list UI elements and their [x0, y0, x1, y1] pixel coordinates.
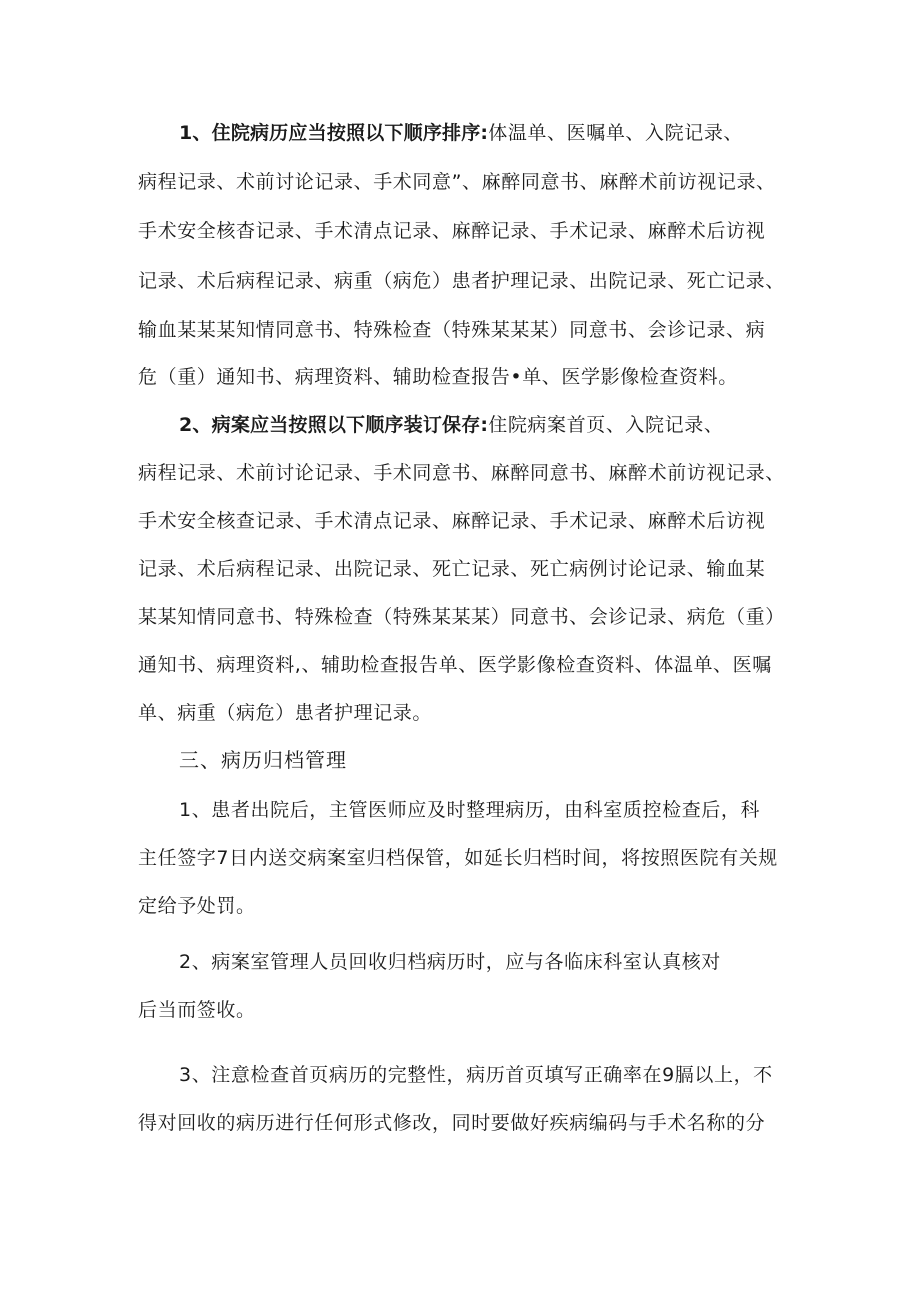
- item2-line-3: 记录、术后病程记录、出院记录、死亡记录、死亡病例讨论记录、输血某: [138, 558, 766, 580]
- item2-first-line: [179, 412, 723, 438]
- item2-line-5: 通知书、病理资料,、辅助检查报告单、医学影像检查资料、体温单、医嘱: [138, 654, 772, 676]
- item2-line-1: 病程记录、术前讨论记录、手术同意书、麻醉同意书、麻醉术前访视记录、: [138, 462, 785, 484]
- sec3-p2-line-0: 2、病案室管理人员回收归档病历时，应与各临床科室认真核对: [179, 951, 721, 973]
- sec3-p1-line-0: 1、患者出院后，主管医师应及时整理病历，由科室质控检查后，科: [179, 799, 761, 821]
- item2-line-4: 某某知情同意书、特殊检查（特殊某某某）同意书、会诊记录、病危（重）: [138, 606, 785, 628]
- sec3-p3-line-0: 3、注意检查首页病历的完整性，病历首页填写正确率在9膈以上，不: [179, 1064, 773, 1086]
- item1-line-0: 体温单、医嘱单、入院记录、: [488, 122, 744, 144]
- sec3-p1-line-1: 主任签字7日内送交病案室归档保管，如延长归档时间，将按照医院有关规: [138, 847, 778, 869]
- item1-line-4: 输血某某某知情同意书、特殊检查（特殊某某某）同意书、会诊记录、病: [138, 319, 766, 341]
- item2-line-2: 手术安全核查记录、手术清点记录、麻醉记录、手术记录、麻醉术后访视: [138, 510, 766, 532]
- item1-line-1: 病程记录、术前讨论记录、手术同意”、麻醉同意书、麻醉术前访视记录、: [138, 171, 776, 193]
- item2-line-6: 单、病重（病危）患者护理记录。: [138, 702, 433, 724]
- item2-lead: 2、病案应当按照以下顺序装订保存:: [179, 414, 489, 436]
- sec3-p2-line-1: 后当而签收。: [138, 999, 256, 1021]
- item1-line-5: 危（重）通知书、病理资料、辅助检查报告•单、医学影像检查资料。: [138, 366, 738, 388]
- sec3-p3-line-1: 得对回收的病历进行任何形式修改，同时要做好疾病编码与手术名称的分: [138, 1112, 766, 1134]
- item1-first-line: [179, 120, 743, 146]
- item2-line-0: 住院病案首页、入院记录、: [488, 414, 724, 436]
- item1-line-2: 手术安全核杳记录、手术清点记录、麻醉记录、手术记录、麻醉术后访视: [138, 220, 766, 242]
- item1-line-3: 记录、术后病程记录、病重（病危）患者护理记录、出院记录、死亡记录、: [138, 270, 785, 292]
- item1-lead: 1、住院病历应当按照以下顺序排序:: [179, 122, 489, 144]
- sec3-p1-line-2: 定给予处罚。: [138, 895, 256, 917]
- section-heading: 三、病历归档管理: [179, 748, 347, 772]
